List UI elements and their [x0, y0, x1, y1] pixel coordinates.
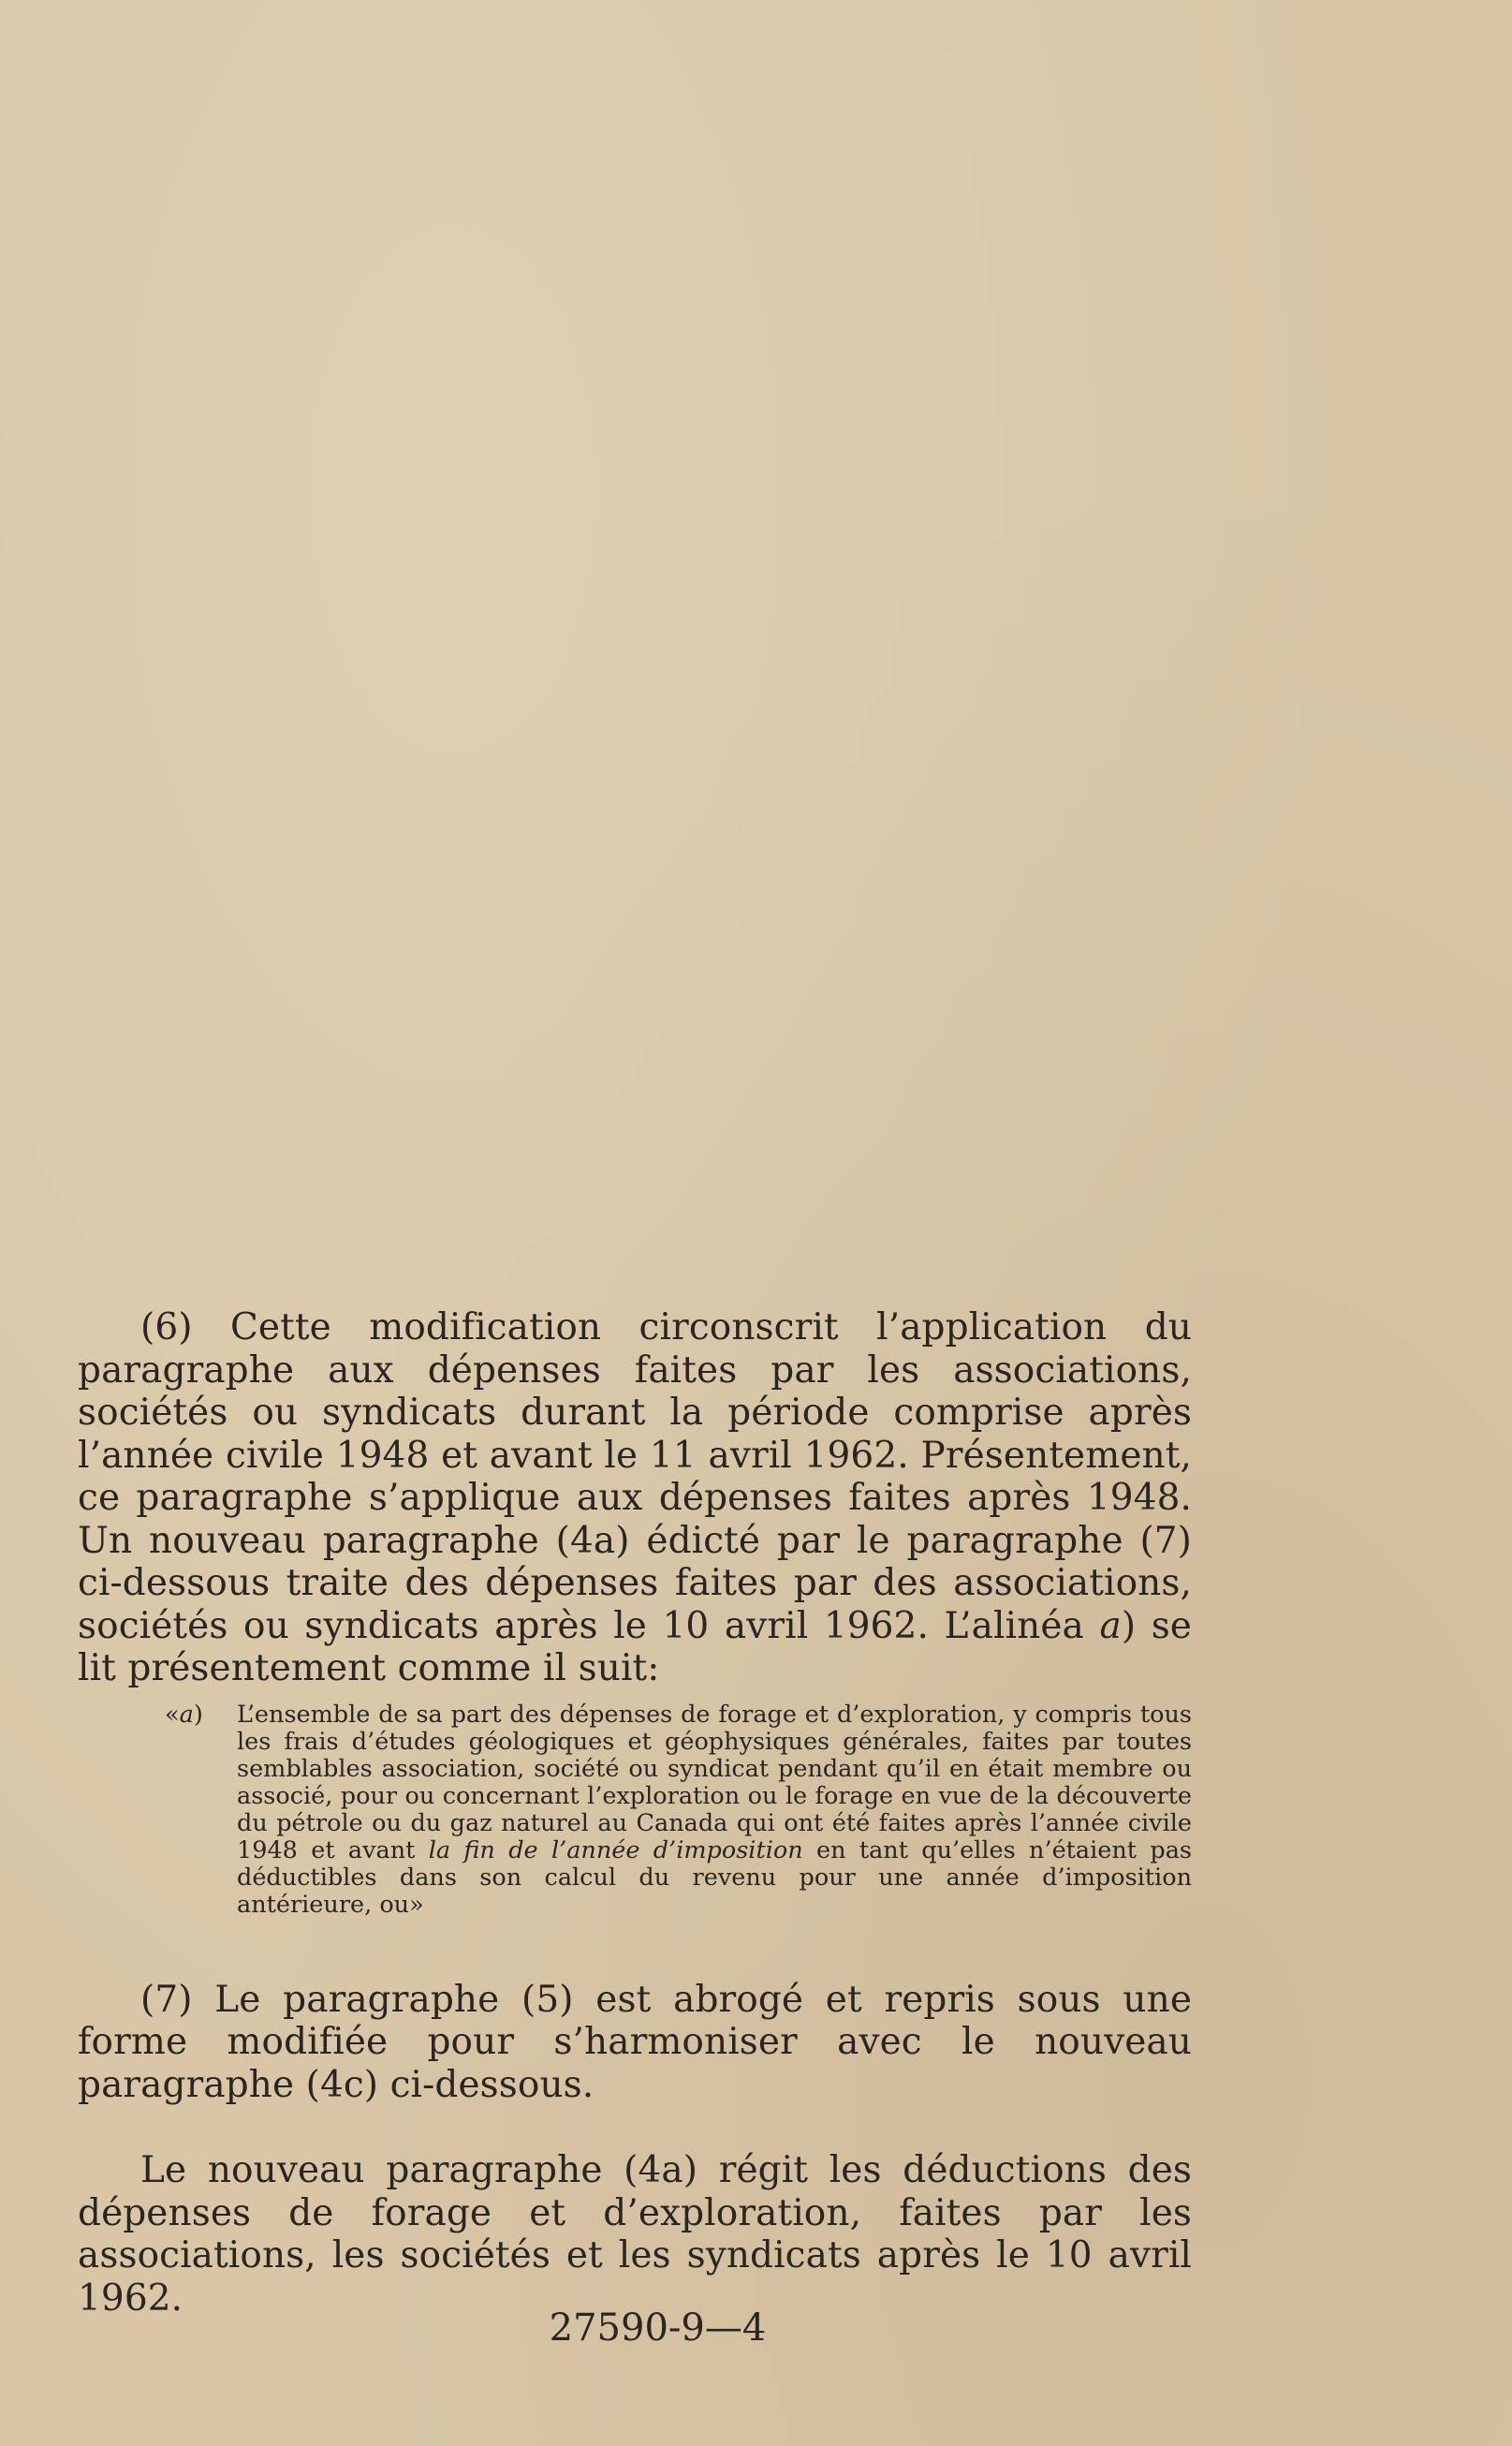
folio-number: 27590-9—4 — [549, 2306, 767, 2350]
paragraph-7: (7) Le paragraphe (5) est abrogé et repris sous une forme modifiée pour s’harmoniser avec le nouveau paragraphe (4c) ci-dessous. — [78, 1978, 1192, 2106]
spacer — [78, 1919, 1192, 1979]
quote-label-letter: a — [179, 1700, 194, 1729]
paragraph-8: Le nouveau paragraphe (4a) régit les déductions des dépenses de forage et d’exploration, faites par les associations, les sociétés et les syndicats après le 10 avril 1962. — [78, 2149, 1192, 2320]
quote-text-italic: la fin de l’année d’imposition — [428, 1835, 803, 1864]
paragraph-6-text: (6) Cette modification circonscrit l’application du paragraphe aux dépenses faites par les associations, sociétés ou syndicats durant la période comprise après l’année civile 1948 et avant le 11 avril 1962. Présentement, ce paragraphe s’applique aux dépenses faites après 1948. Un nouveau paragraphe (4a) édicté par le paragraphe (7) ci-dessous traite des dépenses faites par des associations, sociétés ou syndicats après le 10 avril 1962. L’alinéa — [78, 1306, 1192, 1647]
paragraph-6-end: ) se lit présentement comme il suit: — [78, 1604, 1192, 1689]
paragraph-6 — [78, 1306, 1192, 1690]
quote-text-part2: en tant qu’elles n’étaient pas déductibles dans son calcul du revenu pour une année d’imposition antérieure, ou» — [237, 1835, 1192, 1919]
quoted-clause — [78, 1702, 1192, 1919]
quote-label-open: « — [165, 1700, 180, 1729]
quoted-clause-text — [237, 1702, 1192, 1919]
quote-text-part1: L’ensemble de sa part des dépenses de forage et d’exploration, y compris tous les frais d’études géologiques et géophysiques générales, faites par toutes semblables association, société ou syndicat pendant qu’il en était membre ou associé, pour ou concernant l’exploration ou le forage en vue de la découverte du pétrole ou du gaz naturel au Canada qui ont été faites après l’année civile 1948 et avant — [237, 1700, 1192, 1864]
quote-label-close: ) — [193, 1700, 203, 1729]
paragraph-6-italic-letter: a — [1099, 1604, 1122, 1647]
spacer — [78, 2106, 1192, 2149]
quoted-clause-label — [165, 1702, 203, 1729]
document-body — [78, 1306, 1192, 2320]
